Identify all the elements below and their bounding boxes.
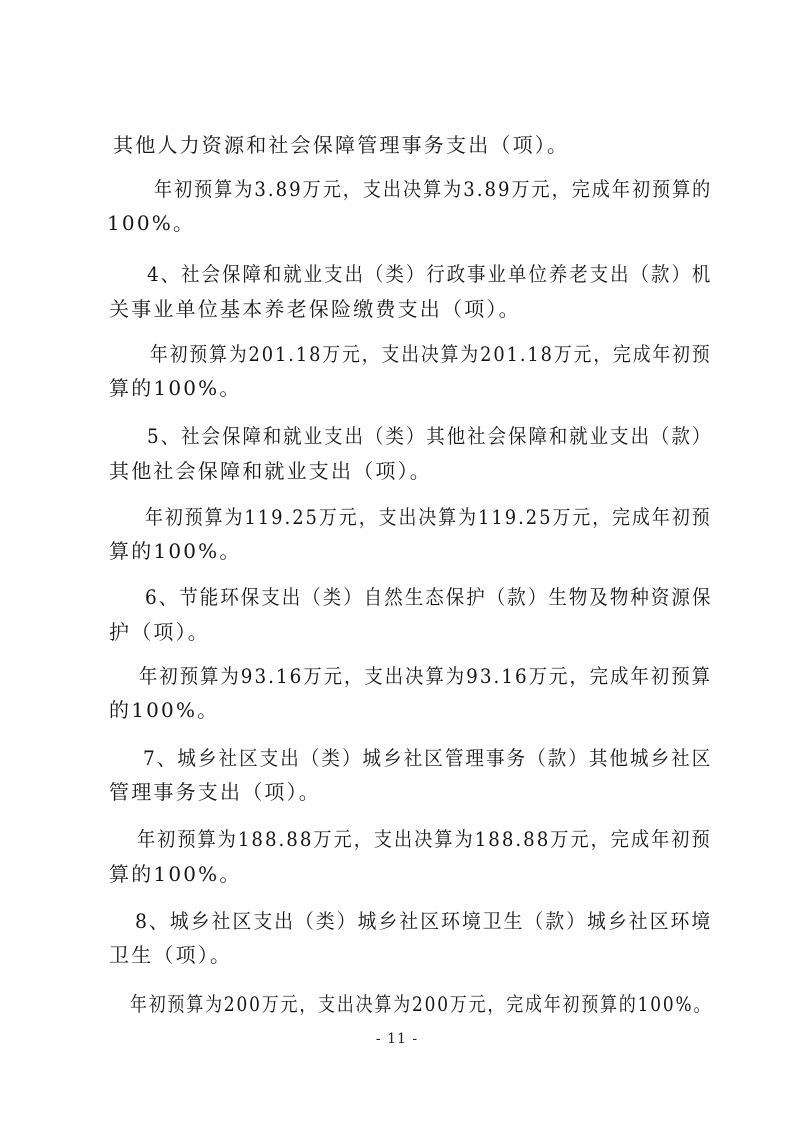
text-line-20: 8、城乡社区支出（类）城乡社区环境卫生（款）城乡社区环境 — [135, 909, 713, 933]
text-line-16: 7、城乡社区支出（类）城乡社区管理事务（款）其他城乡社区 — [143, 746, 713, 770]
text-line-1: 其他人力资源和社会保障管理事务支出（项）。 — [113, 133, 570, 157]
text-line-6: 年初预算为201.18万元，支出决算为201.18万元，完成年初预 — [150, 342, 712, 366]
text-line-22: 年初预算为200万元，支出决算为200万元，完成年初预算的100%。 — [130, 992, 713, 1016]
text-line-4: 4、社会保障和就业支出（类）行政事业单位养老支出（款）机 — [147, 262, 713, 286]
text-line-12: 6、节能环保支出（类）自然生态保护（款）生物及物种资源保 — [145, 585, 713, 609]
text-line-11: 算的100%。 — [109, 539, 242, 563]
text-line-18: 年初预算为188.88万元，支出决算为188.88万元，完成年初预 — [137, 827, 712, 851]
page-number: - 11 - — [375, 1031, 419, 1047]
text-line-14: 年初预算为93.16万元，支出决算为93.16万元，完成年初预算 — [139, 664, 712, 688]
text-line-17: 管理事务支出（项）。 — [109, 780, 321, 804]
text-line-15: 的100%。 — [109, 698, 220, 722]
text-line-21: 卫生（项）。 — [109, 943, 233, 967]
text-line-5: 关事业单位基本养老保险缴费支出（项）。 — [109, 297, 521, 321]
text-line-2: 年初预算为3.89万元，支出决算为3.89万元，完成年初预算的 — [154, 177, 713, 201]
text-line-19: 算的100%。 — [109, 862, 242, 886]
text-line-3: 100%。 — [107, 211, 196, 235]
text-line-7: 算的100%。 — [109, 376, 242, 400]
text-line-8: 5、社会保障和就业支出（类）其他社会保障和就业支出（款） — [147, 424, 713, 448]
text-line-13: 护（项）。 — [109, 620, 210, 644]
text-line-9: 其他社会保障和就业支出（项）。 — [109, 459, 432, 483]
text-line-10: 年初预算为119.25万元，支出决算为119.25万元，完成年初预 — [145, 505, 712, 529]
